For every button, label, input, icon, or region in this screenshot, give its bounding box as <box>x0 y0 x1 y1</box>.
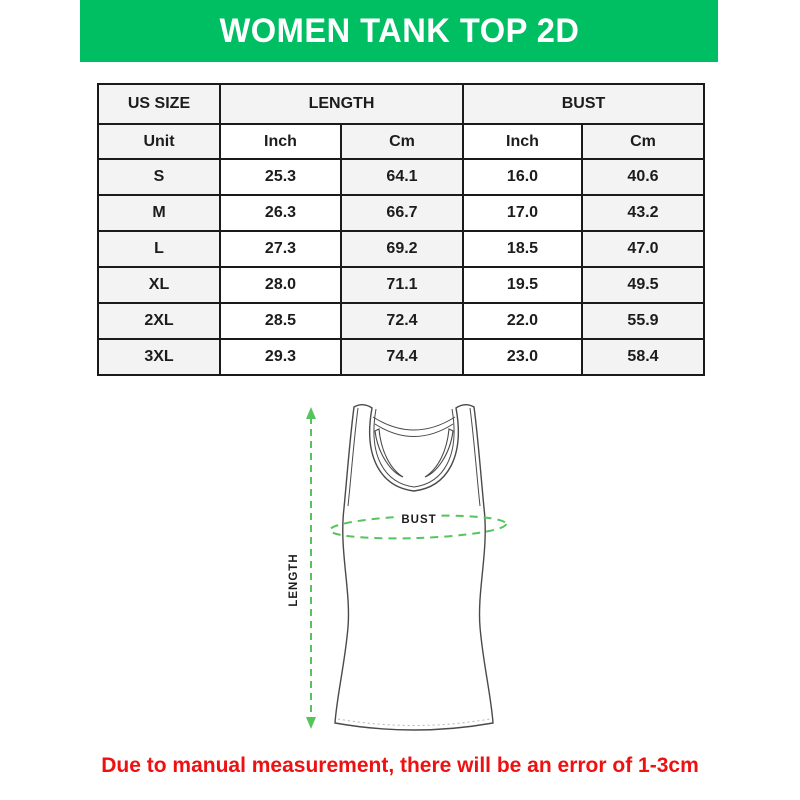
header-bust: BUST <box>463 84 704 124</box>
cell-length-inch: 27.3 <box>220 231 341 267</box>
arrow-up-icon <box>306 407 316 419</box>
cell-bust-inch: 16.0 <box>463 159 582 195</box>
tank-top-drawing <box>280 395 520 745</box>
table-row <box>98 267 704 303</box>
table-header-row <box>98 84 704 124</box>
cell-length-cm: 74.4 <box>341 339 463 375</box>
cell-size: M <box>98 195 220 231</box>
cell-bust-cm: 55.9 <box>582 303 704 339</box>
cell-length-cm: 71.1 <box>341 267 463 303</box>
cell-bust-cm: 43.2 <box>582 195 704 231</box>
table-row <box>98 159 704 195</box>
header-bust-cm: Cm <box>582 124 704 159</box>
cell-length-inch: 25.3 <box>220 159 341 195</box>
tank-top-outline <box>335 405 493 730</box>
tank-top-measurement-diagram <box>280 395 520 745</box>
cell-size: S <box>98 159 220 195</box>
cell-length-cm: 72.4 <box>341 303 463 339</box>
page-title: WOMEN TANK TOP 2D <box>219 11 579 50</box>
neckline-binding <box>373 409 455 487</box>
header-length: LENGTH <box>220 84 463 124</box>
cell-length-inch: 26.3 <box>220 195 341 231</box>
cell-bust-inch: 19.5 <box>463 267 582 303</box>
cell-size: 2XL <box>98 303 220 339</box>
table-row <box>98 339 704 375</box>
cell-length-cm: 64.1 <box>341 159 463 195</box>
cell-bust-inch: 18.5 <box>463 231 582 267</box>
cell-size: XL <box>98 267 220 303</box>
cell-bust-cm: 58.4 <box>582 339 704 375</box>
measurement-error-note: Due to manual measurement, there will be an error of 1-3cm <box>101 754 699 777</box>
title-bar <box>80 0 718 62</box>
cell-bust-inch: 22.0 <box>463 303 582 339</box>
header-bust-inch: Inch <box>463 124 582 159</box>
cell-length-inch: 28.5 <box>220 303 341 339</box>
cell-bust-cm: 47.0 <box>582 231 704 267</box>
header-length-inch: Inch <box>220 124 341 159</box>
table-row <box>98 195 704 231</box>
size-table <box>97 83 703 376</box>
table-unit-row <box>98 124 704 159</box>
cell-size: 3XL <box>98 339 220 375</box>
header-us-size: US SIZE <box>98 84 220 124</box>
cell-bust-cm: 40.6 <box>582 159 704 195</box>
cell-length-inch: 28.0 <box>220 267 341 303</box>
table-row <box>98 303 704 339</box>
cell-bust-inch: 23.0 <box>463 339 582 375</box>
header-length-cm: Cm <box>341 124 463 159</box>
bust-label: BUST <box>401 514 437 526</box>
cell-bust-cm: 49.5 <box>582 267 704 303</box>
header-unit: Unit <box>98 124 220 159</box>
cell-length-inch: 29.3 <box>220 339 341 375</box>
cell-length-cm: 66.7 <box>341 195 463 231</box>
cell-bust-inch: 17.0 <box>463 195 582 231</box>
length-label: LENGTH <box>288 553 300 607</box>
cell-size: L <box>98 231 220 267</box>
arrow-down-icon <box>306 717 316 729</box>
length-measure-line <box>306 407 316 729</box>
cell-length-cm: 69.2 <box>341 231 463 267</box>
table-row <box>98 231 704 267</box>
